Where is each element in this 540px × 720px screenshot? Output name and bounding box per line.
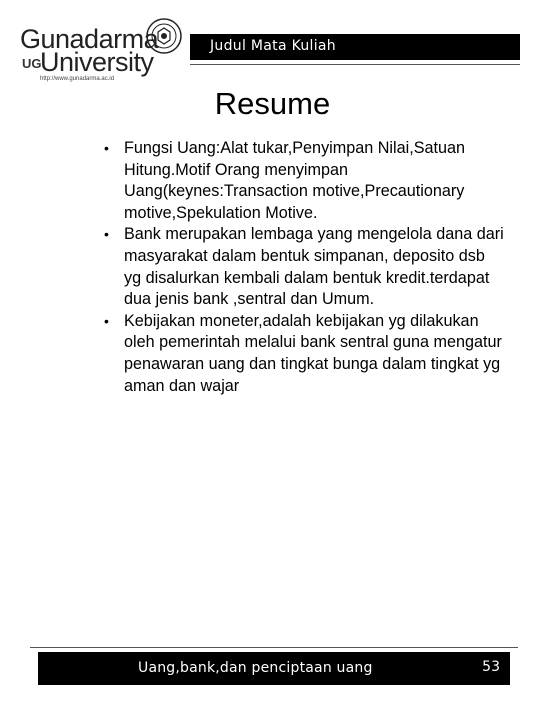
page-number: 53 <box>482 659 500 675</box>
bullet-text: Bank merupakan lembaga yang mengelola dana dari masyarakat dalam bentuk simpanan, deposito dsb yg disalurkan kembali dalam bentuk kredit.terdapat dua jenis bank ,sentral dan Umum. <box>124 225 504 309</box>
gunadarma-logo <box>18 14 186 84</box>
logo-ug-mark: UG <box>22 56 42 71</box>
bullet-dot-icon: • <box>104 140 109 156</box>
bullet-text: Kebijakan moneter,adalah kebijakan yg dilakukan oleh pemerintah melalui bank sentral guna mengatur penawaran uang dan tingkat bunga dalam tingkat yg aman dan wajar <box>124 311 502 395</box>
bullet-dot-icon: • <box>104 312 109 329</box>
header-divider <box>190 64 520 65</box>
university-seal-icon <box>146 18 182 54</box>
logo-url: http://www.gunadarma.ac.id <box>40 76 115 82</box>
bullet-item <box>104 138 504 224</box>
header-bar <box>190 34 520 60</box>
bullet-item <box>104 224 504 310</box>
course-title: Judul Mata Kuliah <box>210 38 336 54</box>
logo-text-gunadarma: Gunadarma <box>20 24 159 54</box>
bullet-text: Fungsi Uang:Alat tukar,Penyimpan Nilai,Satuan Hitung.Motif Orang menyimpan Uang(keynes:Transaction motive,Precautionary motive,Spekulation Motive. <box>124 139 466 222</box>
footer-divider <box>30 647 518 648</box>
footer-topic: Uang,bank,dan penciptaan uang <box>138 660 373 676</box>
footer-bar <box>38 652 510 685</box>
logo-text-university: University <box>40 47 154 77</box>
slide-title: Resume <box>214 86 331 121</box>
bullet-item <box>104 311 504 397</box>
bullet-dot-icon: • <box>104 226 109 243</box>
bullet-list <box>104 138 504 397</box>
